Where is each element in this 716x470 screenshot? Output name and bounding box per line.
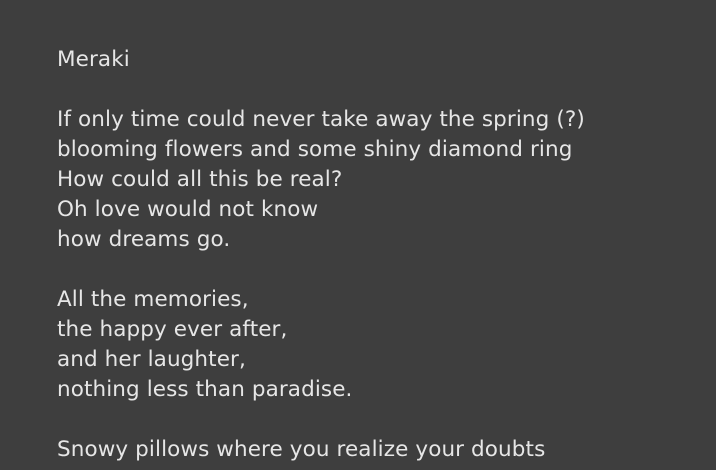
poem-line: All the memories, <box>57 287 249 312</box>
document-title: Meraki <box>57 47 130 72</box>
poem-line: How could all this be real? <box>57 167 343 192</box>
poem-line: Snowy pillows where you realize your doubts <box>57 437 546 462</box>
poem-line: and her laughter, <box>57 347 246 372</box>
poem-line: Oh love would not know <box>57 197 319 222</box>
poem-line: blooming flowers and some shiny diamond ring <box>57 137 573 162</box>
document-text-area[interactable] <box>57 45 697 465</box>
poem-line: nothing less than paradise. <box>57 377 353 402</box>
poem-line: how dreams go. <box>57 227 231 252</box>
poem-line: If only time could never take away the spring (?) <box>57 107 585 132</box>
blank-line <box>57 75 697 105</box>
blank-line <box>57 255 697 285</box>
poem-line: the happy ever after, <box>57 317 288 342</box>
blank-line <box>57 405 697 435</box>
